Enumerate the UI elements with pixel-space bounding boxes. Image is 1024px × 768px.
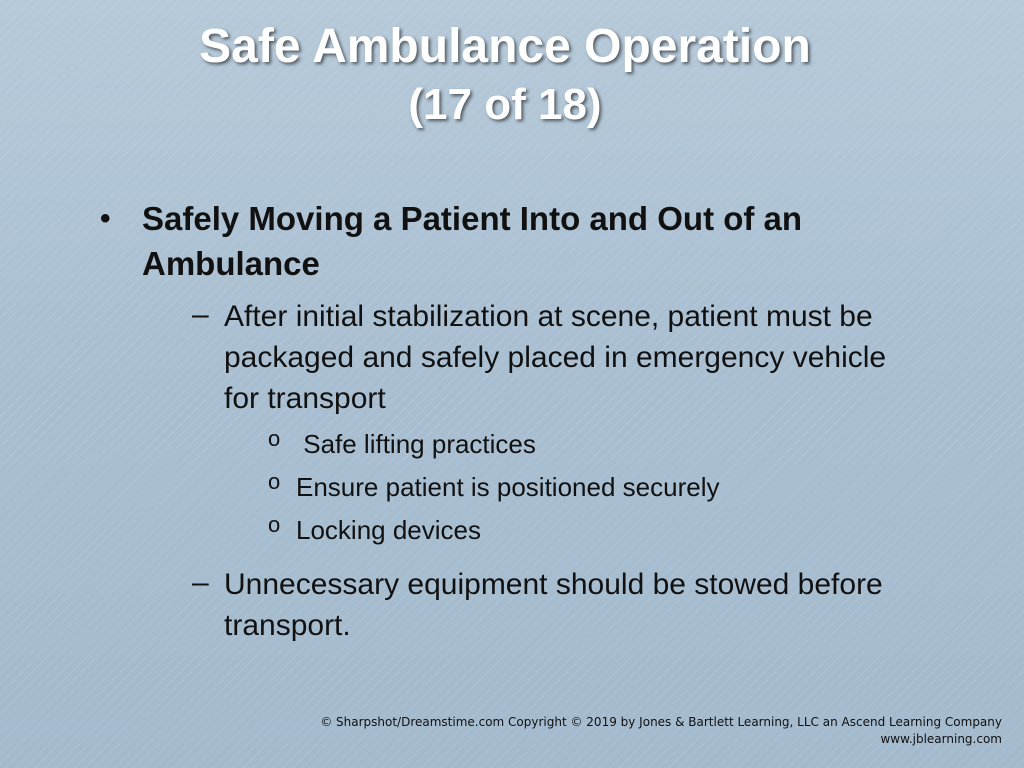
title-line-2: (17 of 18)	[408, 80, 602, 129]
copyright-credit: © Sharpshot/Dreamstime.com Copyright © 2019 by Jones & Bartlett Learning, LLC an Ascend Learning Company	[320, 715, 1002, 729]
bullet-dot-icon: •	[100, 202, 111, 235]
bullet-list	[100, 196, 920, 646]
bullet-circle-icon: o	[268, 469, 281, 494]
bullet-level3-locking	[268, 509, 920, 552]
bullet-dash-icon: –	[192, 566, 209, 599]
bullet-level3-lifting	[268, 423, 920, 466]
bullet-level2-equipment	[192, 564, 920, 646]
bullet-level3-positioned-text: Ensure patient is positioned securely	[296, 472, 720, 502]
slide-title	[0, 18, 1010, 134]
bullet-circle-icon: o	[268, 426, 281, 451]
bullet-dash-icon: –	[192, 298, 209, 331]
bullet-level1	[100, 196, 920, 286]
bullet-circle-icon: o	[268, 512, 281, 537]
bullet-level3-lifting-text: Safe lifting practices	[296, 429, 536, 459]
bullet-level1-text: Safely Moving a Patient Into and Out of an Ambulance	[142, 200, 803, 282]
bullet-level2-packaging	[192, 296, 920, 419]
title-line-1: Safe Ambulance Operation	[199, 20, 811, 73]
bullet-level3-positioned	[268, 466, 920, 509]
bullet-level2-packaging-text: After initial stabilization at scene, patient must be packaged and safely placed in emergency vehicle for transport	[224, 300, 887, 415]
publisher-url: www.jblearning.com	[880, 732, 1002, 746]
bullet-level2-equipment-text: Unnecessary equipment should be stowed before transport.	[224, 568, 883, 642]
copyright-footer	[320, 714, 1002, 748]
bullet-level3-locking-text: Locking devices	[296, 515, 481, 545]
